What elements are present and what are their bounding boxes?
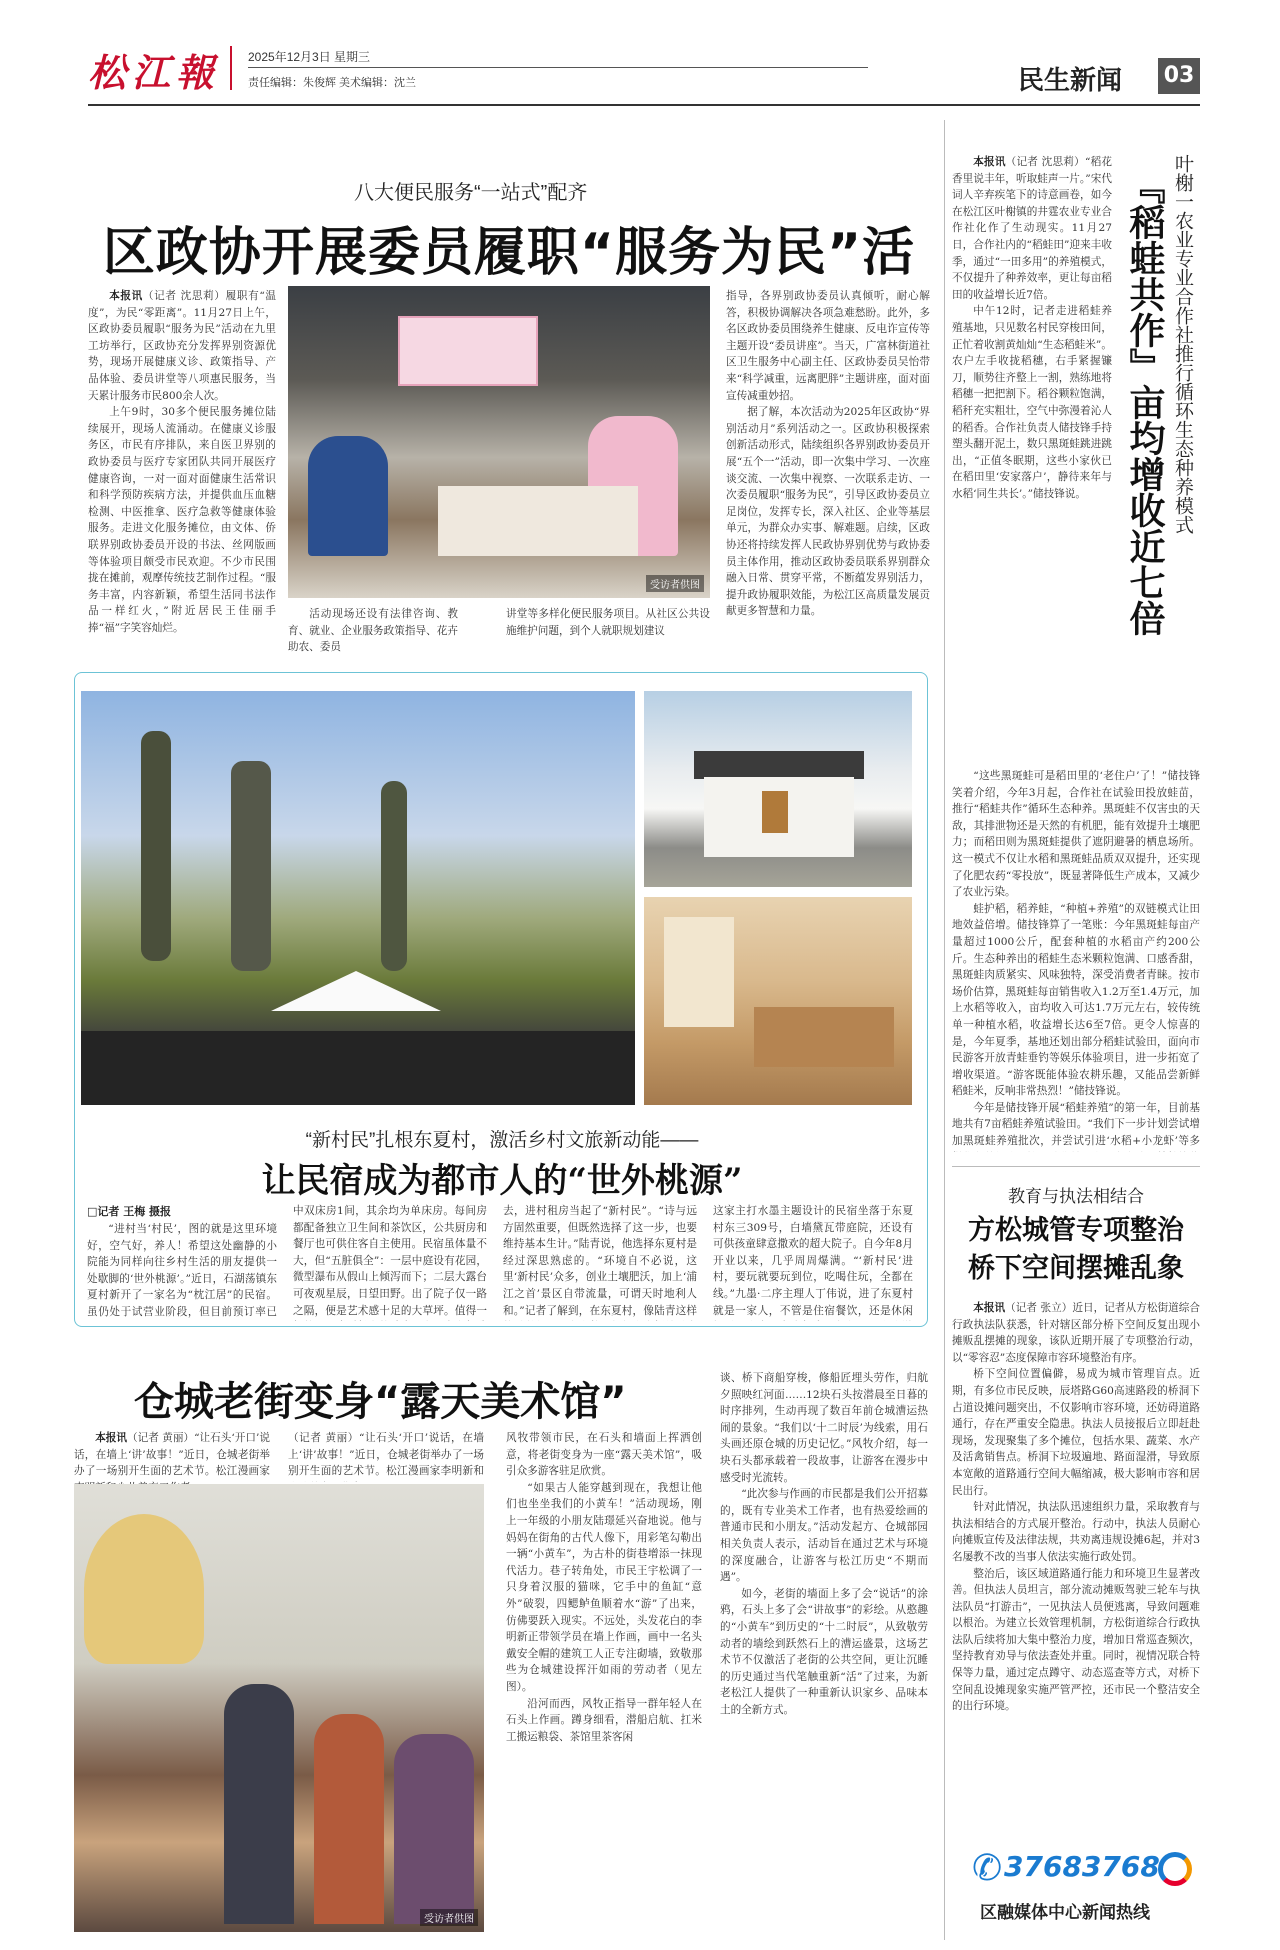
photo-health-service <box>288 286 710 598</box>
article-col-2 <box>293 1203 487 1321</box>
article-col-bottom <box>952 768 1200 1152</box>
article-title <box>952 1212 1200 1288</box>
hotline-number: 37683768 <box>1004 1850 1160 1883</box>
section-name: 民生新闻 <box>1018 66 1123 96</box>
article-col-3 <box>503 1203 697 1321</box>
article-col-1 <box>88 288 276 636</box>
paragraph: 这家主打水墨主题设计的民宿坐落于东夏村东三309号，白墙黛瓦带庭院，还设有可供孩童肆意撒欢的超大院子。自今年8月开业以来，几乎周周爆满。“‘新村民’进村，要玩就要玩到位，吃喝住玩，全都在线。”九墨·二序主理人丁伟说，进了东夏村就是一家人，不管是住宿餐饮，还是休闲 <box>713 1205 913 1317</box>
article-col-4 <box>726 288 930 620</box>
paragraph: 今年是储技锋开展“稻蛙养殖”的第一年，目前基地共有7亩稻蛙养殖试验田。“我们下一步计划尝试增加黑斑蛙养殖批次，并尝试引进‘水稻+小龙虾’等多 <box>952 1101 1200 1148</box>
phone-icon: ✆ <box>972 1848 1003 1889</box>
article-cppcc <box>88 110 930 670</box>
paragraph: 本报讯（记者 沈思莉）“稻花香里说丰年，听取蛙声一片。”宋代词人辛弃疾笔下的诗意画卷，如今在松江区叶榭镇的井霆农业专业合作社化作了生动现实。11月27日，合作社内的“稻蛙田”迎来丰收季，通过“一田多用”的养殖模式，不仅提升了种养效率，更让每亩稻田的收益增长近7倍。 <box>952 156 1112 301</box>
paragraph: 桥下空间位置偏僻，易成为城市管理盲点。近期，有多位市民反映，辰塔路G60高速路段的桥洞下占道设摊问题突出，不仅影响市容环境，还妨碍道路通行，存在严重安全隐患。执法人员接报后立即赶赴现场，发现聚集了多个摊位，包括水果、蔬菜、水产及活禽销售点。桥洞下垃圾遍地、路面湿滑，导致原本宽敞的道路通行空间大幅缩减，极大影响市容和居民出行。 <box>952 1368 1200 1497</box>
photo-village-lawn <box>81 691 635 1105</box>
paragraph: 去，进村租房当起了“新村民”。“诗与远方固然重要，但既然选择了这一步，也要维持基本生计。”陆青说，他选择东夏村是经过深思熟虑的。“环境自不必说，这里‘新村民’众多，创业土壤肥沃，加上‘浦江之首’景区自带流量，可谓天时地利人和。”记者了解到，在东夏村，像陆青这样 <box>503 1205 697 1317</box>
article-kicker: 八大便民服务“一站式”配齐 <box>354 182 588 204</box>
paragraph: 整治后，该区域道路通行能力和环境卫生显著改善。但执法人员坦言，部分流动摊贩驾驶三轮车与执法队员“打游击”，一见执法人员便逃离，导致问题难以根治。为建立长效管理机制，方松街道综合行政执法队后续将加大集中整治力度，增加日常巡查频次，坚持教育劝导与依法查处并重。同时，视情况联合特保等力量，通过定点蹲守、动态巡查等方式，对桥下空间乱设摊现象实施严管严控，还市民一个整洁安全的出行环境。 <box>952 1567 1200 1713</box>
photo-street-mural <box>74 1484 484 1932</box>
article-rice-frog <box>952 112 1200 1152</box>
paragraph: 讲堂等多样化便民服务项目。从社区公共设施维护问题，到个人就职规划建议 <box>506 608 710 637</box>
paragraph: 蛙护稻，稻养蛙，“种植+养殖”的双链模式让田地效益倍增。储技锋算了一笔账：今年黑斑蛙每亩产量超过1000公斤，配套种植的水稻亩产约200公斤。生态种养出的稻蛙生态米颗粒饱满、口感香甜，黑斑蛙肉质紧实、风味独特，深受消费者青睐。按市场价估算，黑斑蛙每亩销售收入1.2万至1.4万元，加上水稻等收入，亩均收入可达1.7万元左右，较传统单一种植水稻，收益增长达6至7倍。更令人惊喜的是，今年夏季，基地还划出部分稻蛙试验田，面向市民游客开放青蛙垂钓等娱乐体验项目，进一步拓宽了增收渠道。“游客既能体验农耕乐趣，又能品尝新鲜稻蛙米，反响非常热烈！”储技锋说。 <box>952 902 1200 1098</box>
paragraph: 指导，各界别政协委员认真倾听，耐心解答，积极协调解决各项急难愁盼。此外，多名区政协委员围绕养生健康、反电诈宣传等主题开设“委员讲座”。当天，广富林街道社区卫生服务中心副主任、区政协委员吴怡带来“科学减重，远离肥胖”主题讲座，面对面宣传减重妙招。 <box>726 290 930 402</box>
article-kicker: 教育与执法相结合 <box>1008 1187 1144 1206</box>
article-art-street <box>74 1330 934 1940</box>
newspaper-logo: 松江報 <box>88 50 221 95</box>
photo-homestay-exterior <box>644 691 912 887</box>
issue-date: 2025年12月3日 星期三 <box>248 50 371 64</box>
article-kicker: “新村民”扎根东夏村，激活乡村文旅新动能—— <box>305 1130 699 1151</box>
paragraph: 如今，老街的墙面上多了会“说话”的涂鸦，石头上多了会“讲故事”的彩绘。从憨趣的“小黄车”到历史的“十二时辰”，从致敬劳动者的墙绘到跃然石上的漕运盛景，这场艺术节不仅激活了老街的公共空间，更让沉睡的历史通过当代笔触重新“活”了过来，为新老松江人提供了一种重新认识家乡、品味本土的全新方式。 <box>720 1587 928 1716</box>
paragraph: 沿河而西，风牧正指导一群年轻人在石头上作画。蹲身细看，潜船启航、扛米工搬运粮袋、茶馆里茶客闲 <box>506 1697 702 1743</box>
masthead <box>0 0 1280 110</box>
media-logo-icon <box>1158 1852 1192 1886</box>
paragraph: 中午12时，记者走进稻蛙养殖基地，只见数名村民穿梭田间，正忙着收割黄灿灿“生态稻蛙米”。农户左手收拢稻穗，右手紧握镰刀，顺势往齐整上一割，熟练地将稻穗一把把割下。稻谷颗粒饱满，稻秆充实粗壮，空气中弥漫着沁人的稻香。合作社负责人储技锋手持塑头翻开泥土，数只黑斑蛙跳进跳出，“正值冬眠期，这些小家伙已在稻田里‘安家落户’，静待来年与水稻‘同生共长’。”储技锋说。 <box>952 305 1112 500</box>
photo-caption: 受访者供图 <box>420 1909 478 1926</box>
paragraph: 谈、桥下商船穿梭，修船匠埋头劳作，归航夕照映红河面……12块石头按潜晨至日暮的时序排列，生动再现了数百年前仓城漕运热闹的景象。“我们以‘十二时辰’为线索，用石头画还原仓城的历史记忆。”风牧介绍，每一块石头都承载着一段故事，让游客在漫步中感受时光流转。 <box>720 1372 928 1484</box>
article-col-4 <box>720 1370 928 1935</box>
editors-line: 责任编辑：朱俊辉 美术编辑：沈兰 <box>248 77 417 89</box>
article-col-1 <box>87 1221 277 1321</box>
hotline-label: 区融媒体中心新闻热线 <box>980 1903 1150 1923</box>
paragraph: 据了解，本次活动为2025年区政协“界别活动月”系列活动之一。区政协积极探索创新活动形式，陆续组织各界别政协委员开展“五个一”活动，即一次集中学习、一次座谈交流、一次集中视察、一次联系走访、一次委员履职“服务为民”，引导区政协委员立足岗位，发挥专长，深入社区、企业等基层单元，为群众办实事、解难题。启续，区政协还将持续发挥人民政协界别优势与政协委员主体作用，推动区政协委员联系界别群众融入日常、贯穿平常，不断蕴发界别活力，提升政协履职效能，为松江区高质量发展贡献更多智慧和力量。 <box>726 406 930 618</box>
article-vertical-kicker: 叶榭一农业专业合作社推行循环生态种养模式 <box>1172 154 1193 534</box>
photo-homestay-interior <box>644 897 912 1105</box>
article-homestay <box>74 672 928 1327</box>
paragraph: （记者 黄丽）“让石头‘开口’说话，在墙上‘讲’故事！”近日，仓城老街举办了一场别开生面的艺术节。松江漫画家李明新和 <box>288 1432 484 1478</box>
article-col-4 <box>713 1203 913 1321</box>
article-col-2 <box>288 1430 484 1482</box>
article-bridge <box>952 1172 1200 1832</box>
paragraph: 本报讯（记者 张立）近日，记者从方松街道综合行政执法队获悉，针对辖区部分桥下空间反复出现小摊贩乱摆摊的现象，该队近期开展了专项整治行动，以“零容忍”态度保障市容环境整治有序。 <box>952 1302 1200 1364</box>
paragraph: 活动现场还设有法律咨询、教育、就业、企业服务政策指导、花卉助农、委员 <box>288 608 458 654</box>
paragraph: “此次参与作画的市民都是我们公开招募的，既有专业美术工作者，也有热爱绘画的普通市民和小朋友。”活动发起方、仓城部园相关负责人表示，活动旨在通过艺术与环境的深度融合，让游客与松江历史“不期而遇”。 <box>720 1488 928 1584</box>
article-vertical-title: 『稻蛙共作』亩均增收近七倍 <box>1124 168 1165 636</box>
title-line-2: 桥下空间摆摊乱象 <box>968 1253 1184 1284</box>
article-col-2-bottom <box>288 606 458 656</box>
article-col-top <box>952 154 1112 764</box>
title-line-1: 方松城管专项整治 <box>968 1215 1184 1246</box>
paragraph: 本报讯（记者 沈思莉）履职有“温度”，为民“零距离”。11月27日上午，区政协委员履职“服务为民”活动在九里工坊举行，区政协充分发挥界别资源优势，现场开展健康义诊、政策指导、产品体验、委员讲堂等八项惠民服务，当天累计服务市民800余人次。 <box>88 290 276 402</box>
paragraph: 风牧带领市民，在石头和墙面上挥洒创意，将老街变身为一座“露天美术馆”，吸引众多游客驻足欣赏。 <box>506 1432 702 1478</box>
article-col-3-bottom <box>506 606 710 639</box>
byline: □记者 王梅 摄报 <box>87 1205 172 1218</box>
article-title: 让民宿成为都市人的“世外桃源” <box>261 1161 743 1201</box>
page-number: 03 <box>1158 58 1200 94</box>
paragraph: 针对此情况，执法队迅速组织力量，采取教育与执法相结合的方式展开整治。行动中，执法人员耐心向摊贩宣传及法律法规，共劝离违规设摊6起，并对3名屡教不改的当事人依法实施行政处罚。 <box>952 1501 1200 1563</box>
paragraph: “这些黑斑蛙可是稻田里的‘老住户’了！”储技锋笑着介绍，今年3月起，合作社在试验田投放蛙苗，推行“稻蛙共作”循环生态种养。黑斑蛙不仅害虫的天敌，其排泄物还是天然的有机肥，能有效提升土壤肥力；而稻田则为黑斑蛙提供了遮阴避暑的栖息场所。这一模式不仅让水稻和黑斑蛙品质双双提升，还实现了化肥农药“零投放”，既显著降低生产成本，又减少了农业污染。 <box>952 770 1200 899</box>
article-title: 区政协开展委员履职“服务为民”活 <box>102 223 916 283</box>
paragraph: “如果古人能穿越到现在，我想让他们也坐坐我们的小黄车！”活动现场，刚上一年级的小朋友陆璟延兴奋地说。他与妈妈在街角的古代人像下，用彩笔勾勒出一辆“小黄车”，为古朴的街巷增添一抹现代活力。巷子转角处，市民王宇松调了一只身着汉服的猫咪，它手中的鱼缸“意外”破裂，四鳃鲈鱼顺着水“游”了出来，仿佛要跃入现实。不远处，头发花白的李明新正带领学员在墙上作画，画中一名头戴安全帽的建筑工人正专注砌墙，致敬那些为仓城建设挥汗如雨的劳动者（见左图）。 <box>506 1481 702 1693</box>
photo-caption: 受访者供图 <box>646 575 704 592</box>
article-col-3 <box>506 1430 702 1935</box>
article-title: 仓城老街变身“露天美术馆” <box>134 1379 627 1425</box>
paragraph: 中双床房1间，其余均为单床房。每间房都配备独立卫生间和茶饮区，公共厨房和餐厅也可供住客自主使用。民宿虽体量不大，但“五脏俱全”：一层中庭设有花园，微型瀑布从假山上倾泻而下；二层大露台可夜观星辰，日望田野。出了院子仅一路之隔，便是艺术感十足的大草坪。值得一 <box>293 1205 487 1317</box>
paragraph: “进村当‘村民’，图的就是这里环境好，空气好，养人！希望这处幽静的小院能为同样向往乡村生活的朋友提供一处歇脚的‘世外桃源’。”近日，石湖荡镇东夏村新开了一家名为“枕江居”的民宿。虽仍处于试营业阶段，但目前预订率已 <box>87 1223 277 1318</box>
paragraph: 上午9时，30多个便民服务摊位陆续展开，现场人流涌动。在健康义诊服务区，市民有序排队，来自医卫界别的政协委员与医疗专家团队共同开展医疗健康咨询，一对一面对面健康生活常识和科学预防疾病方法，并提供血压血糖检测、中医推拿、医疗急救等健康体验服务。走进文化服务摊位，由文体、侨联界别政协委员开设的书法、丝网版画等体验项目颇受市民欢迎。不少市民围拢在摊前，观摩传统技艺制作过程。“服务丰富，内容新颖，希望生活同书法作品一样红火，”附近居民王佳丽手捧“福”字笑容灿烂。 <box>88 406 276 634</box>
paragraph: 本报讯（记者 黄丽）“让石头‘开口’说话，在墙上‘讲’故事！”近日，仓城老街举办了一场别开生面的艺术节。松江漫画家 <box>74 1432 270 1478</box>
article-body <box>952 1300 1200 1830</box>
news-hotline <box>968 1838 1200 1928</box>
